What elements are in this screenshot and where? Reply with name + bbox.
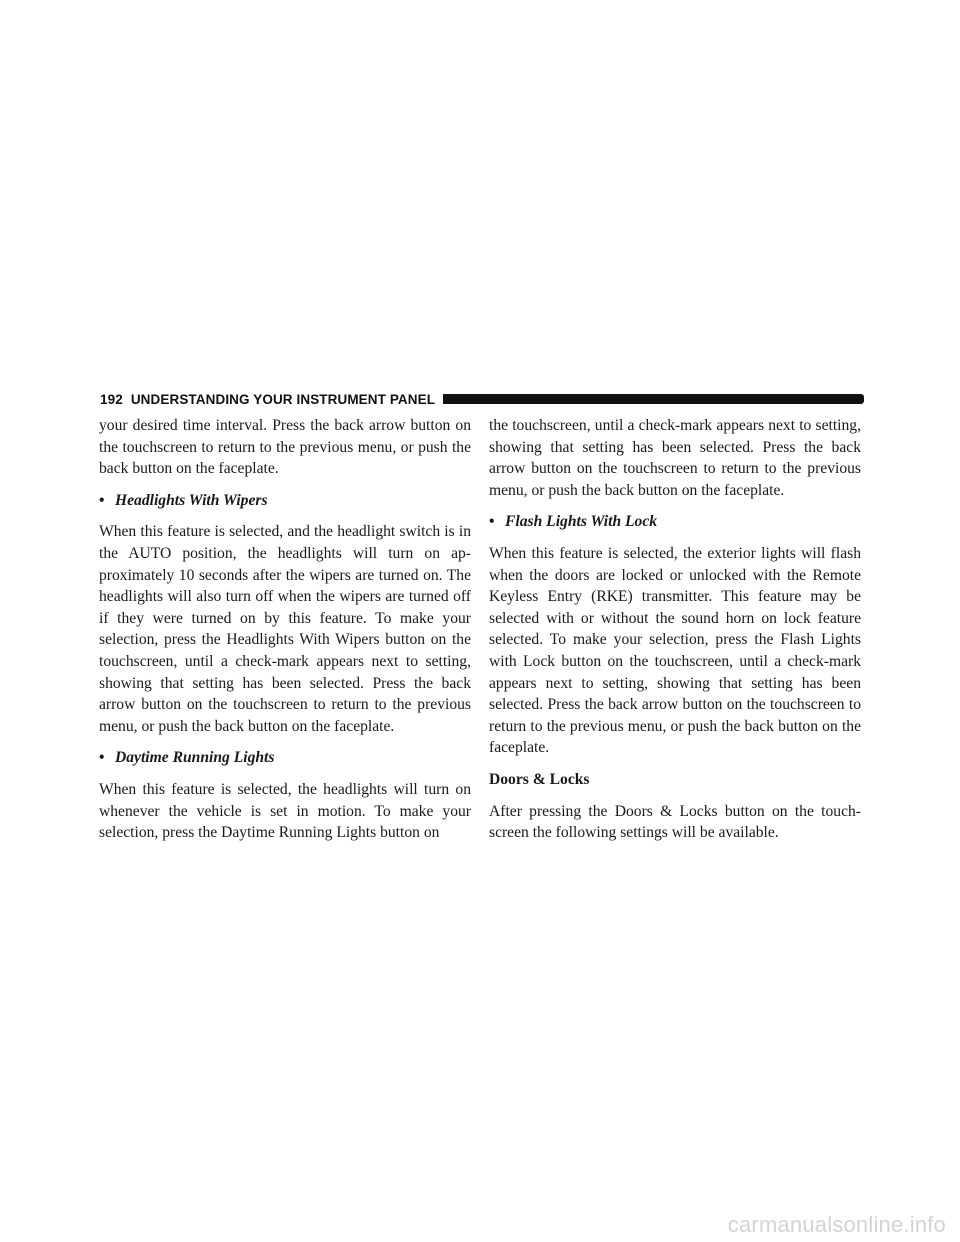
bullet-heading-label: Daytime Running Lights bbox=[115, 749, 275, 767]
paragraph: your desired time interval. Press the back arrow button on the touchscreen to return to the previous menu, or push the back button on the faceplate. bbox=[99, 417, 471, 478]
bullet-heading-headlights-with-wipers bbox=[99, 490, 471, 512]
bullet-heading-label: Flash Lights With Lock bbox=[505, 513, 658, 531]
subheading-doors-locks: Doors & Locks bbox=[489, 770, 590, 788]
bullet-heading-label: Headlights With Wipers bbox=[115, 491, 268, 509]
header-rule bbox=[443, 394, 864, 404]
paragraph: When this feature is selected, the headlights will turn on whenever the vehicle is set in motion. To make your selection, press the Daytime Running Lights button on bbox=[99, 780, 471, 842]
paragraph: When this feature is selected, the exterior lights will flash when the doors are locked or unlocked with the Remote Keyless Entry (RKE) transmitter. This feature may be selected with or without the sound horn on lock feature selected. To make your selection, press the Flash Lights with Lock button on the touchscreen, until a check-mark appears next to setting, showing that setting has been selected. Press the back arrow button on the touchscreen to return to the previous menu, or push the back button on the faceplate. bbox=[489, 544, 861, 757]
bullet-heading-flash-lights-with-lock bbox=[489, 511, 861, 533]
left-column bbox=[99, 415, 471, 854]
paragraph: When this feature is selected, and the headlight switch is in the AUTO position, the headlights will turn on approximately 10 seconds after the wipers are turned on. The headlights will also turn off when the wipers are turned off if they were turned on by this feature. To make your selection, press the Headlights With Wipers button on the touchscreen, until a check-mark appears next to setting, showing that setting has been selected. Press the back arrow button on the touchscreen to return to the previous menu, or push the back button on the faceplate. bbox=[99, 523, 471, 735]
bullet-icon: • bbox=[489, 513, 495, 531]
page-number: 192 bbox=[100, 391, 123, 407]
paragraph: the touchscreen, until a check-mark appears next to setting, showing that setting has been selected. Press the back arrow button on the touchscreen to return to the previous menu, or push the back button on the faceplate. bbox=[489, 417, 861, 499]
bullet-icon: • bbox=[99, 491, 105, 509]
page-header bbox=[100, 389, 864, 409]
watermark: carmanualsonline.info bbox=[727, 1212, 946, 1237]
bullet-heading-daytime-running-lights bbox=[99, 747, 471, 769]
section-title: UNDERSTANDING YOUR INSTRUMENT PANEL bbox=[130, 391, 436, 407]
bullet-icon: • bbox=[99, 749, 105, 767]
right-column bbox=[489, 415, 861, 854]
paragraph: After pressing the Doors & Locks button on the touchscreen the following settings will be available. bbox=[489, 802, 861, 842]
